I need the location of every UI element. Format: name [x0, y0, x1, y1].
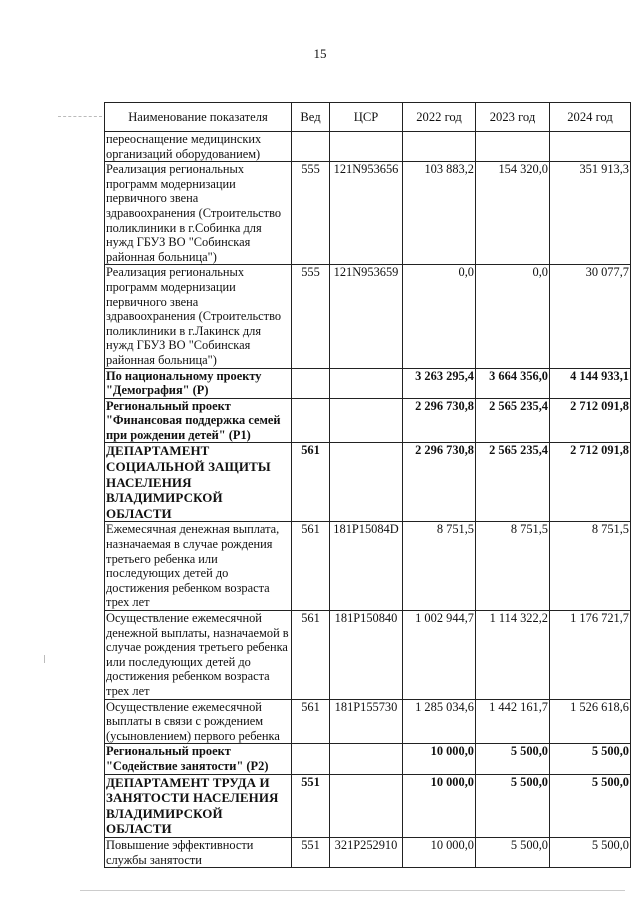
table-row [105, 744, 631, 774]
cell-2022: 2 296 730,8 [403, 443, 476, 522]
cell-2024: 1 526 618,6 [550, 699, 631, 744]
cell-2022: 0,0 [403, 265, 476, 368]
cell-2023: 3 664 356,0 [476, 368, 550, 398]
table-row [105, 132, 631, 162]
cell-csr [330, 443, 403, 522]
cell-indicator-name: Осуществление ежемесячной выплаты в связи с рождением (усыновлением) первого ребенка [105, 699, 292, 744]
cell-ved: 561 [292, 611, 330, 700]
cell-2023: 5 500,0 [476, 837, 550, 867]
cell-ved [292, 398, 330, 443]
cell-csr: 181P155730 [330, 699, 403, 744]
cell-csr [330, 744, 403, 774]
cell-indicator-name: ДЕПАРТАМЕНТ ТРУДА И ЗАНЯТОСТИ НАСЕЛЕНИЯ ВЛАДИМИРСКОЙ ОБЛАСТИ [105, 774, 292, 837]
cell-indicator-name: Реализация региональных программ модернизации первичного звена здравоохранения (Строительство поликлиники в г.Лакинск для нужд ГБУЗ ВО "Собинская районная больница") [105, 265, 292, 368]
cell-indicator-name: ДЕПАРТАМЕНТ СОЦИАЛЬНОЙ ЗАЩИТЫ НАСЕЛЕНИЯ ВЛАДИМИРСКОЙ ОБЛАСТИ [105, 443, 292, 522]
scan-artifact-tick [44, 655, 45, 663]
cell-csr [330, 774, 403, 837]
header-2022: 2022 год [403, 103, 476, 132]
cell-2022: 8 751,5 [403, 522, 476, 611]
header-indicator-name: Наименование показателя [105, 103, 292, 132]
cell-2024: 2 712 091,8 [550, 443, 631, 522]
header-csr: ЦСР [330, 103, 403, 132]
cell-2022: 10 000,0 [403, 744, 476, 774]
cell-csr: 181P150840 [330, 611, 403, 700]
cell-2024: 351 913,3 [550, 162, 631, 265]
cell-ved: 561 [292, 699, 330, 744]
cell-indicator-name: переоснащение медицинских организаций оборудованием) [105, 132, 292, 162]
cell-indicator-name: Повышение эффективности службы занятости [105, 837, 292, 867]
cell-2023 [476, 132, 550, 162]
cell-2023: 8 751,5 [476, 522, 550, 611]
cell-indicator-name: Ежемесячная денежная выплата, назначаемая в случае рождения третьего ребенка или последующих детей до достижения ребенком возраста трех лет [105, 522, 292, 611]
cell-2024: 2 712 091,8 [550, 398, 631, 443]
cell-2024: 4 144 933,1 [550, 368, 631, 398]
cell-2022: 103 883,2 [403, 162, 476, 265]
cell-csr: 181P15084D [330, 522, 403, 611]
cell-ved: 551 [292, 837, 330, 867]
header-ved: Вед [292, 103, 330, 132]
cell-indicator-name: Осуществление ежемесячной денежной выплаты, назначаемой в случае рождения третьего ребенка или последующих детей до достижения ребенком возраста трех лет [105, 611, 292, 700]
cell-csr [330, 368, 403, 398]
header-2024: 2024 год [550, 103, 631, 132]
table-row [105, 522, 631, 611]
cell-csr [330, 398, 403, 443]
page-number: 15 [313, 46, 327, 61]
cell-ved [292, 744, 330, 774]
header-2023: 2023 год [476, 103, 550, 132]
scan-artifact-bottom-line [80, 890, 625, 891]
cell-2024: 5 500,0 [550, 837, 631, 867]
cell-2022: 2 296 730,8 [403, 398, 476, 443]
cell-2023: 154 320,0 [476, 162, 550, 265]
cell-2024: 5 500,0 [550, 774, 631, 837]
cell-2023: 2 565 235,4 [476, 398, 550, 443]
table-row [105, 398, 631, 443]
cell-ved: 555 [292, 162, 330, 265]
cell-ved: 561 [292, 443, 330, 522]
budget-table-container [104, 102, 630, 868]
cell-2023: 2 565 235,4 [476, 443, 550, 522]
cell-2023: 1 442 161,7 [476, 699, 550, 744]
cell-csr: 121N953656 [330, 162, 403, 265]
cell-ved [292, 368, 330, 398]
cell-2023: 5 500,0 [476, 744, 550, 774]
cell-2022 [403, 132, 476, 162]
cell-csr: 321P252910 [330, 837, 403, 867]
cell-2024 [550, 132, 631, 162]
table-header-row [105, 103, 631, 132]
cell-2024: 1 176 721,7 [550, 611, 631, 700]
budget-table [104, 102, 631, 868]
cell-indicator-name: Региональный проект "Содействие занятости" (Р2) [105, 744, 292, 774]
table-row [105, 443, 631, 522]
cell-indicator-name: Реализация региональных программ модернизации первичного звена здравоохранения (Строительство поликлиники в г.Собинка для нужд ГБУЗ ВО "Собинская районная больница") [105, 162, 292, 265]
table-row [105, 699, 631, 744]
table-row [105, 611, 631, 700]
scan-artifact-line [58, 116, 102, 118]
cell-2022: 1 002 944,7 [403, 611, 476, 700]
table-row [105, 265, 631, 368]
cell-2022: 10 000,0 [403, 837, 476, 867]
cell-indicator-name: Региональный проект "Финансовая поддержка семей при рождении детей" (Р1) [105, 398, 292, 443]
cell-csr: 121N953659 [330, 265, 403, 368]
table-body [105, 132, 631, 868]
cell-ved: 561 [292, 522, 330, 611]
table-row [105, 368, 631, 398]
table-row [105, 162, 631, 265]
table-row [105, 774, 631, 837]
cell-indicator-name: По национальному проекту "Демография" (Р) [105, 368, 292, 398]
cell-2023: 5 500,0 [476, 774, 550, 837]
cell-ved [292, 132, 330, 162]
cell-2024: 8 751,5 [550, 522, 631, 611]
cell-2022: 1 285 034,6 [403, 699, 476, 744]
cell-2024: 30 077,7 [550, 265, 631, 368]
cell-2022: 3 263 295,4 [403, 368, 476, 398]
cell-ved: 551 [292, 774, 330, 837]
cell-2024: 5 500,0 [550, 744, 631, 774]
cell-2023: 0,0 [476, 265, 550, 368]
cell-csr [330, 132, 403, 162]
table-row [105, 837, 631, 867]
cell-2022: 10 000,0 [403, 774, 476, 837]
cell-2023: 1 114 322,2 [476, 611, 550, 700]
cell-ved: 555 [292, 265, 330, 368]
